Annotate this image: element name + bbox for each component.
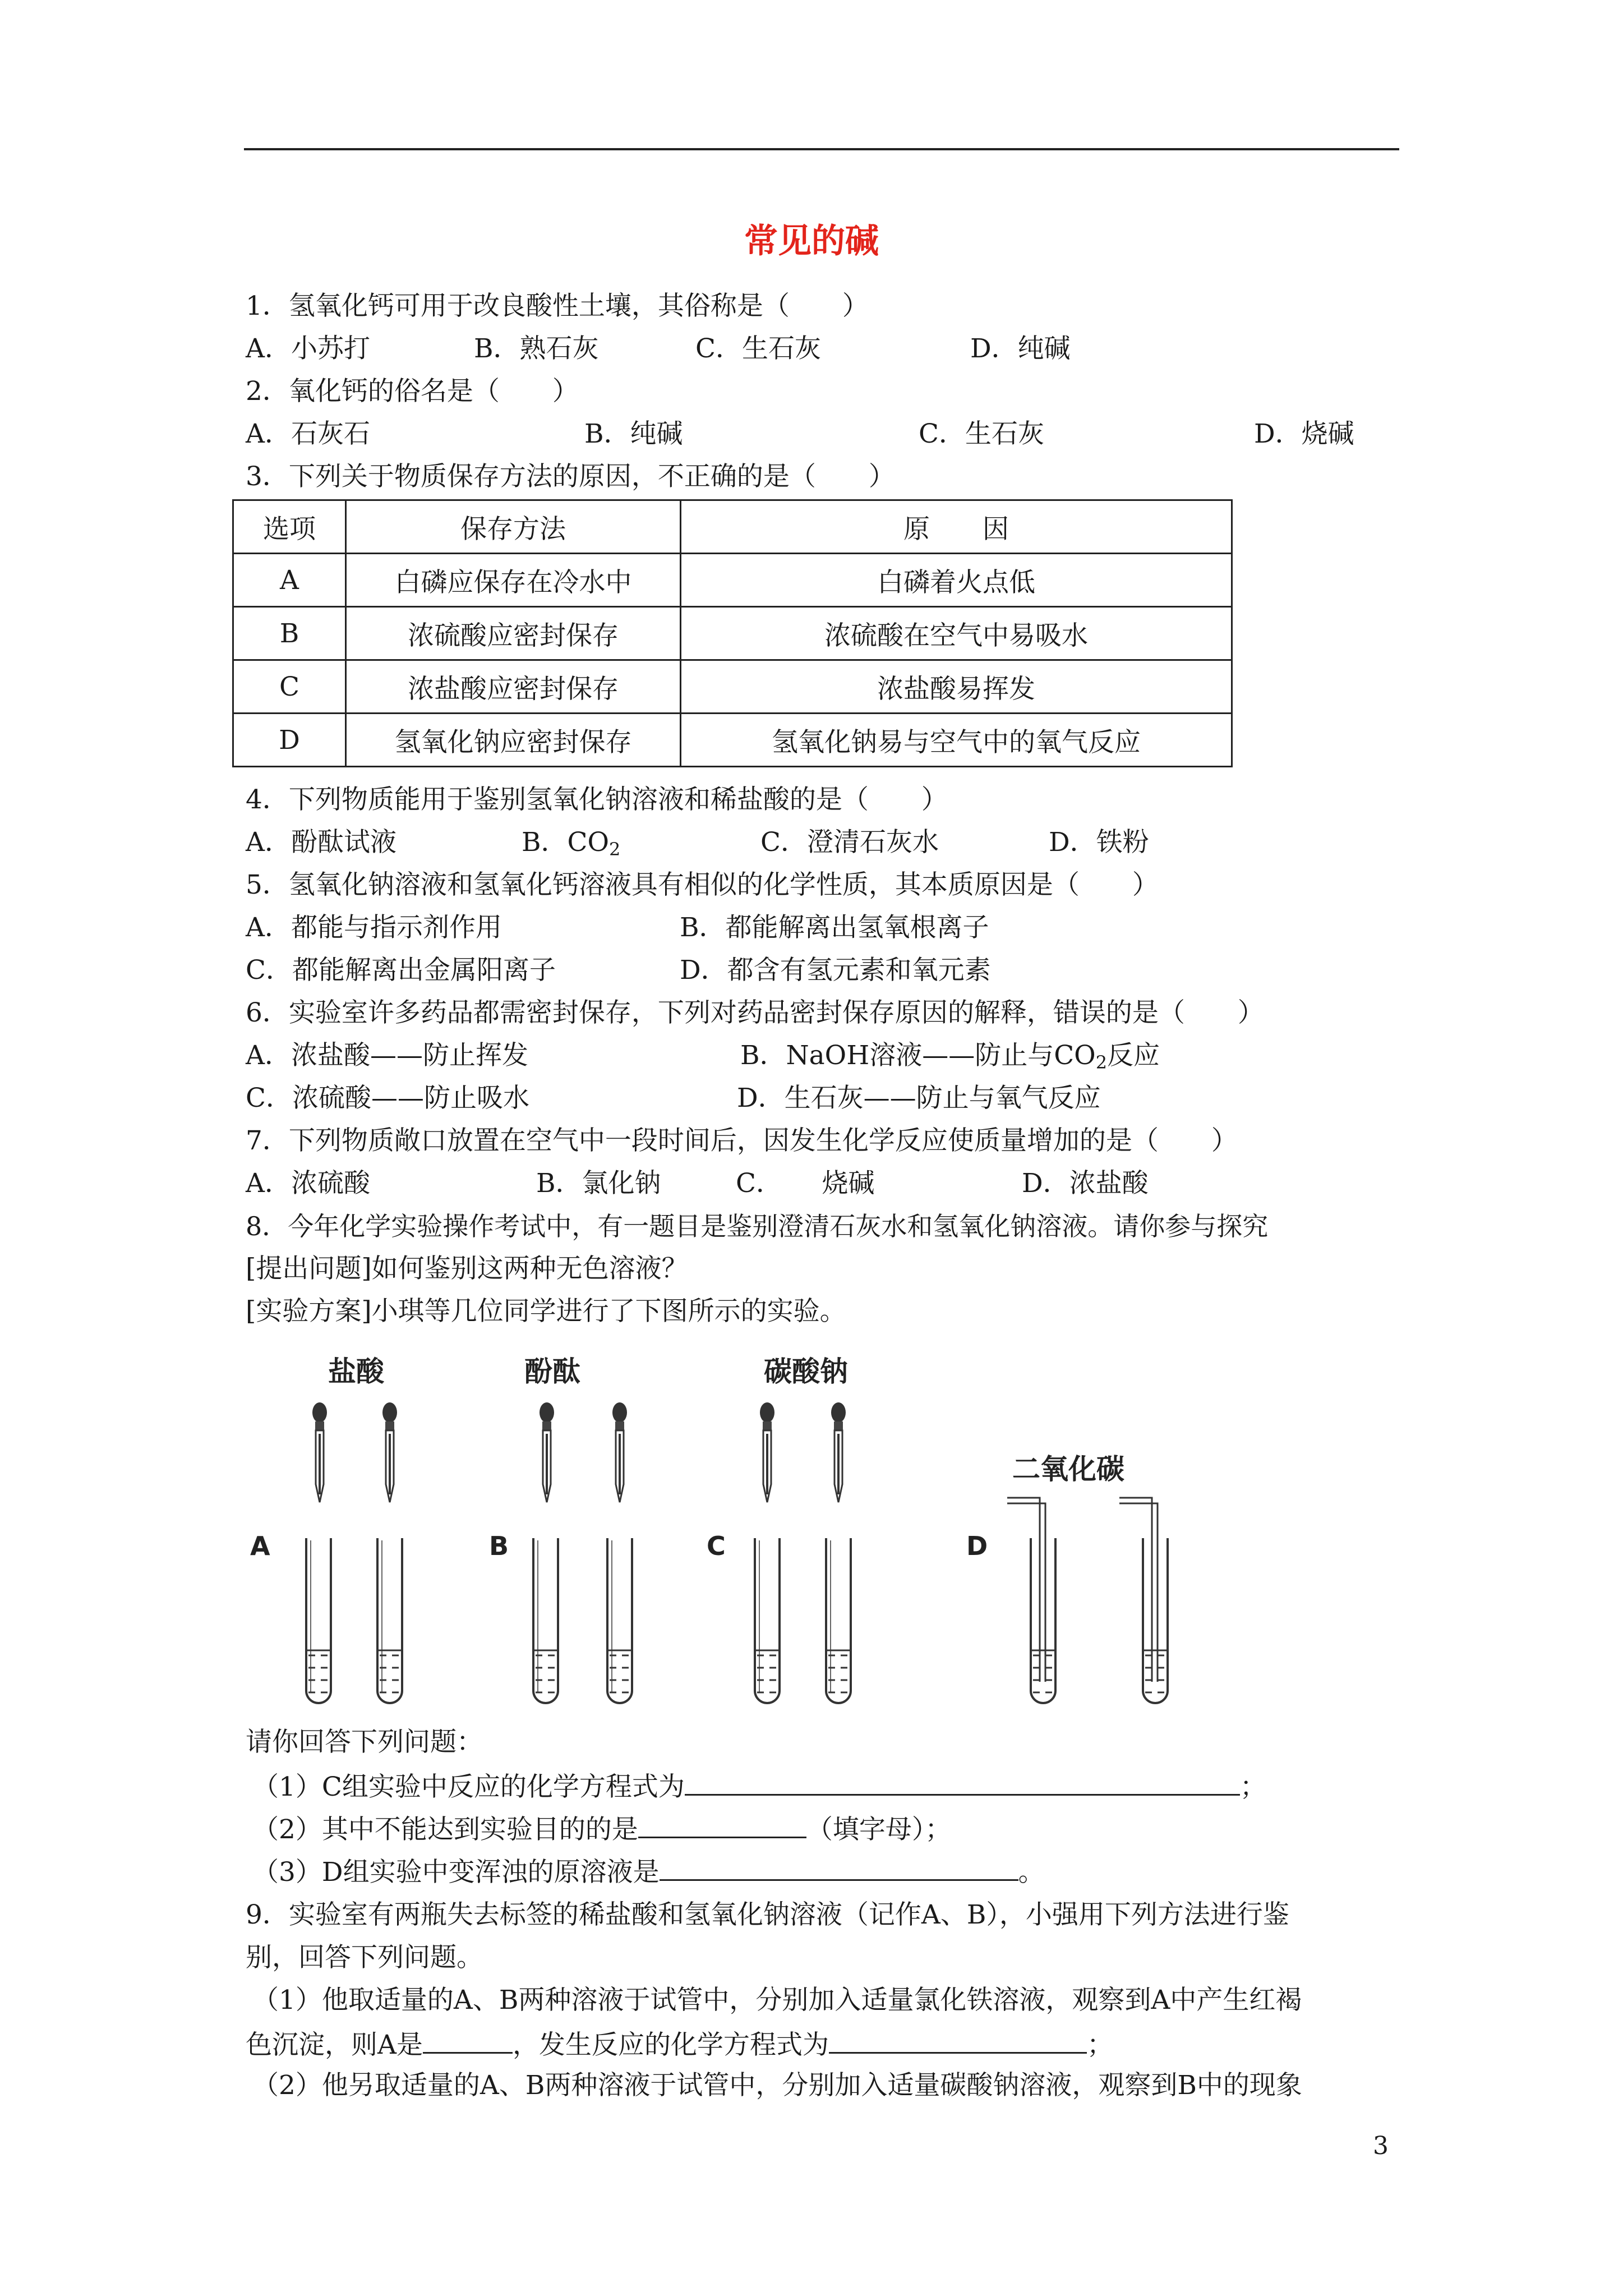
q4-option-c: C．澄清石灰水	[760, 827, 939, 858]
q7-option-d: D．浓盐酸	[1022, 1168, 1149, 1199]
question-4-stem: 4．下列物质能用于鉴别氢氧化钠溶液和稀盐酸的是（ ）	[246, 784, 948, 815]
table-cell: A	[233, 554, 346, 607]
test-tube-icon	[826, 1538, 851, 1703]
table-row	[233, 554, 1232, 607]
table-cell: 浓硫酸在空气中易吸水	[681, 607, 1232, 660]
q1-option-c: C．生石灰	[695, 333, 821, 364]
q7-option-b: B．氯化钠	[536, 1168, 661, 1199]
q5-option-b: B．都能解离出氢氧根离子	[680, 912, 989, 943]
table-cell: C	[233, 660, 346, 714]
answer-blank[interactable]	[829, 2026, 1087, 2054]
q4-option-d: D．铁粉	[1049, 827, 1149, 858]
question-3-stem: 3．下列关于物质保存方法的原因，不正确的是（ ）	[246, 461, 895, 492]
table-cell: 浓硫酸应密封保存	[346, 607, 681, 660]
q1-option-a: A．小苏打	[246, 333, 370, 364]
q7-option-a: A．浓硫酸	[246, 1168, 370, 1199]
page-number: 3	[1373, 2132, 1389, 2160]
answer-blank[interactable]	[423, 2026, 513, 2054]
page-title: 常见的碱	[744, 222, 879, 261]
co2-tube-icon	[1007, 1498, 1055, 1703]
table-header-option: 选项	[233, 500, 346, 554]
q2-option-d: D．烧碱	[1254, 418, 1354, 449]
q6-option-b: B．NaOH溶液——防止与$CO_2$反应	[740, 1040, 1160, 1073]
q8-plan: [实验方案]小琪等几位同学进行了下图所示的实验。	[246, 1296, 846, 1327]
q6-option-a: A．浓盐酸——防止挥发	[246, 1040, 528, 1071]
table-cell: 白磷应保存在冷水中	[346, 554, 681, 607]
q7-option-c: C． 烧碱	[736, 1168, 875, 1199]
q5-option-c: C．都能解离出金属阳离子	[246, 955, 556, 986]
q8-ask: 请你回答下列问题：	[246, 1727, 483, 1757]
group-letter-d: D	[966, 1531, 988, 1561]
question-8-stem: 8．今年化学实验操作考试中，有一题目是鉴别澄清石灰水和氢氧化钠溶液。请你参与探究	[246, 1211, 1269, 1241]
q4-option-a: A．酚酞试液	[246, 827, 396, 858]
co2-tube-icon	[1119, 1498, 1168, 1703]
table-cell: 氢氧化钠应密封保存	[346, 714, 681, 767]
question-6-stem: 6．实验室许多药品都需密封保存，下列对药品密封保存原因的解释，错误的是（ ）	[246, 997, 1264, 1028]
table-header-reason: 原 因	[681, 500, 1232, 554]
q5-option-a: A．都能与指示剂作用	[246, 912, 502, 943]
q2-option-b: B．纯碱	[584, 418, 683, 449]
table-cell: B	[233, 607, 346, 660]
table-cell: 浓盐酸应密封保存	[346, 660, 681, 714]
question-9-line1: 9．实验室有两瓶失去标签的稀盐酸和氢氧化钠溶液（记作A、B），小强用下列方法进行鉴	[246, 1899, 1289, 1930]
q1-option-b: B．熟石灰	[474, 333, 599, 364]
test-tube-icon	[607, 1538, 632, 1703]
question-7-stem: 7．下列物质敞口放置在空气中一段时间后，因发生化学反应使质量增加的是（ ）	[246, 1125, 1238, 1156]
experiment-figure	[230, 1346, 1211, 1717]
q8-problem: [提出问题]如何鉴别这两种无色溶液？	[246, 1253, 688, 1284]
test-tube-icon	[533, 1538, 558, 1703]
table-cell: 浓盐酸易挥发	[681, 660, 1232, 714]
answer-blank[interactable]	[685, 1768, 1240, 1796]
question-9-line4: 色沉淀，则A是 ，发生反应的化学方程式为 ；	[246, 2026, 1113, 2062]
dropper-icon	[831, 1402, 846, 1502]
dropper-icon	[612, 1402, 627, 1502]
storage-table	[232, 499, 1233, 767]
answer-blank[interactable]	[638, 1811, 806, 1838]
table-row	[233, 714, 1232, 767]
test-tube-icon	[306, 1538, 331, 1703]
reagent-label-na2co3: 碳酸钠	[764, 1355, 848, 1388]
question-9-line5: （2）他另取适量的A、B两种溶液于试管中，分别加入适量碳酸钠溶液，观察到B中的现象	[252, 2070, 1302, 2101]
q2-option-c: C．生石灰	[919, 418, 1044, 449]
q8-sub2: （2）其中不能达到实验目的的是 （填字母）；	[252, 1811, 951, 1847]
q4-option-b: B．$CO_2$	[522, 827, 621, 860]
dropper-icon	[540, 1402, 554, 1502]
q6-option-d: D．生石灰——防止与氧气反应	[737, 1083, 1101, 1114]
header-rule	[244, 148, 1399, 150]
reagent-label-co2: 二氧化碳	[1012, 1453, 1124, 1485]
test-tube-icon	[755, 1538, 780, 1703]
table-cell: 白磷着火点低	[681, 554, 1232, 607]
q2-option-a: A．石灰石	[246, 418, 370, 449]
question-9-line2: 别，回答下列问题。	[246, 1942, 483, 1973]
test-tube-icon	[377, 1538, 402, 1703]
table-header-method: 保存方法	[346, 500, 681, 554]
reagent-label-phenolphthalein: 酚酞	[524, 1355, 580, 1388]
dropper-icon	[382, 1402, 397, 1502]
question-9-line3: （1）他取适量的A、B两种溶液于试管中，分别加入适量氯化铁溶液，观察到A中产生红褐	[252, 1985, 1302, 2016]
table-cell: 氢氧化钠易与空气中的氧气反应	[681, 714, 1232, 767]
q8-sub3: （3）D组实验中变浑浊的原溶液是 。	[252, 1853, 1045, 1889]
q8-sub1: （1）C组实验中反应的化学方程式为 ；	[252, 1768, 1266, 1804]
table-cell: D	[233, 714, 346, 767]
dropper-icon	[312, 1402, 327, 1502]
q6-option-c: C．浓硫酸——防止吸水	[246, 1083, 529, 1114]
group-letter-b: B	[489, 1531, 509, 1561]
group-letter-a: A	[250, 1531, 270, 1561]
reagent-label-hcl: 盐酸	[328, 1355, 384, 1388]
table-row	[233, 607, 1232, 660]
question-1-stem: 1．氢氧化钙可用于改良酸性土壤，其俗称是（ ）	[246, 291, 869, 321]
dropper-icon	[760, 1402, 774, 1502]
q1-option-d: D．纯碱	[970, 333, 1071, 364]
question-5-stem: 5．氢氧化钠溶液和氢氧化钙溶液具有相似的化学性质，其本质原因是（ ）	[246, 869, 1159, 900]
question-2-stem: 2．氧化钙的俗名是（ ）	[246, 376, 579, 407]
table-header-row	[233, 500, 1232, 554]
table-row	[233, 660, 1232, 714]
answer-blank[interactable]	[660, 1853, 1018, 1881]
group-letter-c: C	[707, 1531, 726, 1561]
q5-option-d: D．都含有氢元素和氧元素	[680, 955, 991, 986]
